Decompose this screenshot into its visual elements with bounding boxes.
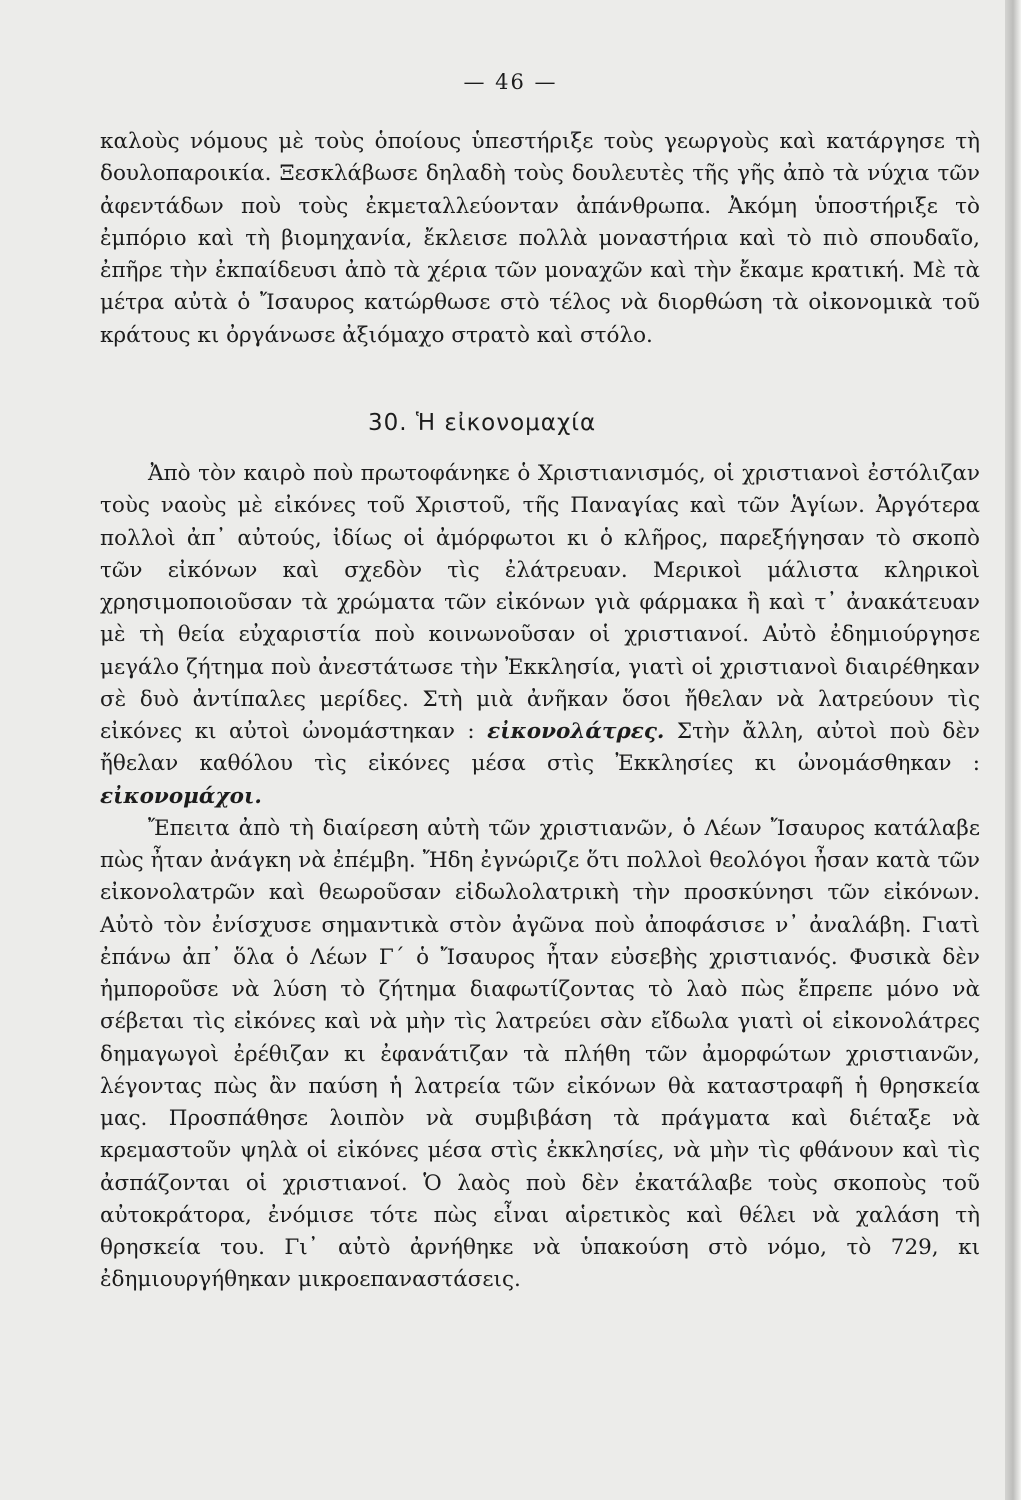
- page-number: — 46 —: [463, 70, 558, 94]
- section-body: [100, 458, 980, 1297]
- term-iconoclasts: εἰκονομάχοι.: [100, 783, 262, 809]
- paragraph-2: Ἔπειτα ἀπὸ τὴ διαίρεση αὐτὴ τῶν χριστιανῶν, ὁ Λέων Ἴσαυρος κατάλαβε πὼς ἦταν ἀνάγκη νὰ ἐπέμβη. Ἤδη ἐγνώριζε ὅτι πολλοὶ θεολόγοι ἦσαν κατὰ τῶν εἰκονολατρῶν καὶ θεωροῦσαν εἰδωλολατρικὴ τὴν προσκύνησι τῶν εἰκόνων. Αὐτὸ τὸν ἐνίσχυσε σημαντικὰ στὸν ἀγῶνα ποὺ ἀποφάσισε ν᾿ ἀναλάβη. Γιατὶ ἐπάνω ἀπ᾿ ὅλα ὁ Λέων Γ΄ ὁ Ἴσαυρος ἦταν εὐσεβὴς χριστιανός. Φυσικὰ δὲν ἠμποροῦσε νὰ λύση τὸ ζήτημα διαφωτίζοντας τὸ λαὸ πὼς ἔπρεπε μόνο νὰ σέβεται τὶς εἰκόνες καὶ νὰ μὴν τὶς λατρεύει σὰν εἴδωλα γιατὶ οἱ εἰκονολάτρες δημαγωγοὶ ἐρέθιζαν κι ἐφανάτιζαν τὰ πλήθη τῶν ἀμορφώτων χριστιανῶν, λέγοντας πὼς ἂν παύση ἡ λατρεία τῶν εἰκόνων θὰ καταστραφῆ ἡ θρησκεία μας. Προσπάθησε λοιπὸν νὰ συμβιβάση τὰ πράγματα καὶ διέταξε νὰ κρεμαστοῦν ψηλὰ οἱ εἰκόνες μέσα στὶς ἐκκλησίες, νὰ μὴν τὶς φθάνουν καὶ τὶς ἀσπάζονται οἱ χριστιανοί. Ὁ λαὸς ποὺ δὲν ἐκατάλαβε τοὺς σκοποὺς τοῦ αὐτοκράτορα, ἐνόμισε τότε πὼς εἶναι αἱρετικὸς καὶ θέλει νὰ χαλάση τὴ θρησκεία του. Γι᾿ αὐτὸ ἀρνήθηκε νὰ ὑπακούση στὸ νόμο, τὸ 729, κι ἐδημιουργήθηκαν μικροεπαναστάσεις.: [100, 815, 980, 1293]
- section-heading: 30. Ἡ εἰκονομαχία: [368, 410, 597, 436]
- intro-paragraph-block: [100, 126, 980, 352]
- paragraph-1: [100, 458, 980, 813]
- intro-paragraph: καλοὺς νόμους μὲ τοὺς ὁποίους ὑπεστήριξε τοὺς γεωργοὺς καὶ κατάργησε τὴ δουλοπαροικία. Ξεσκλάβωσε δηλαδὴ τοὺς δουλευτὲς τῆς γῆς ἀπὸ τὰ νύχια τῶν ἀφεντάδων ποὺ τοὺς ἐκμεταλλεύονταν ἀπάνθρωπα. Ἀκόμη ὑποστήριξε τὸ ἐμπόριο καὶ τὴ βιομηχανία, ἔκλεισε πολλὰ μοναστήρια καὶ τὸ πιὸ σπουδαῖο, ἐπῆρε τὴν ἐκπαίδευσι ἀπὸ τὰ χέρια τῶν μοναχῶν καὶ τὴν ἔκαμε κρατική. Μὲ τὰ μέτρα αὐτὰ ὁ Ἴσαυρος κατώρθωσε στὸ τέλος νὰ διορθώση τὰ οἰκονομικὰ τοῦ κράτους κι ὀργάνωσε ἀξιόμαχο στρατὸ καὶ στόλο.: [100, 129, 980, 348]
- paragraph-1-part-1: Ἀπὸ τὸν καιρὸ ποὺ πρωτοφάνηκε ὁ Χριστιανισμός, οἱ χριστιανοὶ ἐστόλιζαν τοὺς ναοὺς μὲ εἰκόνες τοῦ Χριστοῦ, τῆς Παναγίας καὶ τῶν Ἁγίων. Ἀργότερα πολλοὶ ἀπ᾿ αὐτούς, ἰδίως οἱ ἀμόρφωτοι κι ὁ κλῆρος, παρεξήγησαν τὸ σκοπὸ τῶν εἰκόνων καὶ σχεδὸν τὶς ἐλάτρευαν. Μερικοὶ μάλιστα κληρικοὶ χρησιμοποιοῦσαν τὰ χρώματα τῶν εἰκόνων γιὰ φάρμακα ἢ καὶ τ᾿ ἀνακάτευαν μὲ τὴ θεία εὐχαριστία ποὺ κοινωνοῦσαν οἱ χριστιανοί. Αὐτὸ ἐδημιούργησε μεγάλο ζήτημα ποὺ ἀνεστάτωσε τὴν Ἐκκλησία, γιατὶ οἱ χριστιανοὶ διαιρέθηκαν σὲ δυὸ ἀντίπαλες μερίδες. Στὴ μιὰ ἀνῆκαν ὅσοι ἤθελαν νὰ λατρεύουν τὶς εἰκόνες κι αὐτοὶ ὠνομάστηκαν :: [100, 461, 980, 744]
- page-spine-shadow: [1005, 0, 1021, 1500]
- paragraph-1-part-2: Στὴν ἄλλη, αὐτοὶ ποὺ δὲν ἤθελαν καθόλου τὶς εἰκόνες μέσα στὶς Ἐκκλησίες κι ὠνομάσθηκαν :: [100, 719, 980, 777]
- term-iconolaters: εἰκονολάτρες.: [487, 719, 665, 744]
